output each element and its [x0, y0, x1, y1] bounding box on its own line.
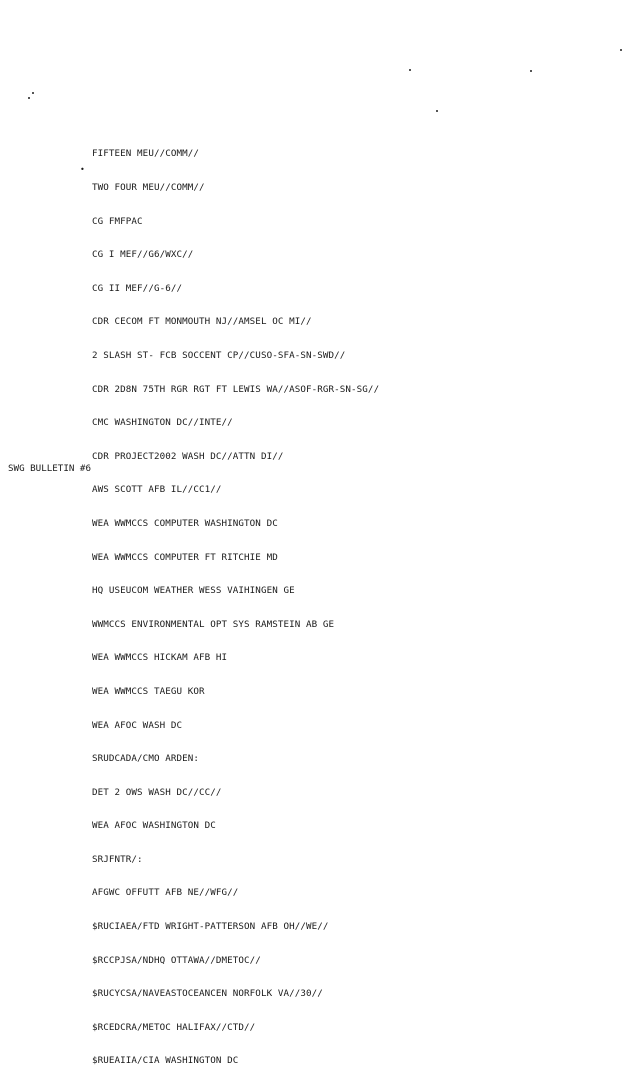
address-line: CG II MEF//G-6//	[92, 282, 183, 294]
address-line: CG I MEF//G6/WXC//	[92, 249, 194, 261]
scan-speck	[620, 49, 622, 51]
scan-speck	[436, 110, 438, 112]
address-line: AFGWC OFFUTT AFB NE//WFG//	[92, 887, 239, 899]
address-line: WEA AFOC WASH DC	[92, 719, 183, 731]
address-line: AWS SCOTT AFB IL//CC1//	[92, 484, 222, 496]
address-line: 2 SLASH ST- FCB SOCCENT CP//CUSO-SFA-SN-SWD//	[92, 349, 346, 361]
address-line: $RUCIAEA/FTD WRIGHT-PATTERSON AFB OH//WE//	[92, 921, 329, 933]
address-line: CMC WASHINGTON DC//INTE//	[92, 417, 233, 429]
address-line: CDR CECOM FT MONMOUTH NJ//AMSEL OC MI//	[92, 316, 312, 328]
scan-speck	[409, 69, 411, 71]
address-line: CG FMFPAC	[92, 215, 143, 227]
address-line: DET 2 OWS WASH DC//CC//	[92, 786, 222, 798]
address-line: HQ USEUCOM WEATHER WESS VAIHINGEN GE	[92, 585, 295, 597]
address-line: WEA WWMCCS COMPUTER WASHINGTON DC	[92, 517, 278, 529]
scan-speck	[530, 70, 532, 72]
address-line: $RCEDCRA/METOC HALIFAX//CTD//	[92, 1021, 256, 1033]
bullet-marker: •	[80, 165, 85, 174]
address-line: CDR PROJECT2002 WASH DC//ATTN DI//	[92, 450, 284, 462]
address-line: SRJFNTR/:	[92, 853, 143, 865]
address-line: $RCCPJSA/NDHQ OTTAWA//DMETOC//	[92, 954, 261, 966]
address-line: WEA AFOC WASHINGTON DC	[92, 820, 216, 832]
address-line: SRUDCADA/CMO ARDEN:	[92, 753, 199, 765]
address-line: CDR 2D8N 75TH RGR RGT FT LEWIS WA//ASOF-RGR-SN-SG//	[92, 383, 380, 395]
address-line: WEA WWMCCS TAEGU KOR	[92, 685, 205, 697]
address-line: TWO FOUR MEU//COMM//	[92, 182, 205, 193]
address-line: WEA WWMCCS COMPUTER FT RITCHIE MD	[92, 551, 278, 563]
scan-speck	[32, 92, 34, 94]
address-line: $RUCYCSA/NAVEASTOCEANCEN NORFOLK VA//30//	[92, 988, 323, 1000]
scan-speck	[28, 97, 30, 99]
bulletin-footer: SWG BULLETIN #6	[8, 463, 91, 474]
address-line: $RUEAIIA/CIA WASHINGTON DC	[92, 1055, 239, 1067]
address-list	[92, 126, 379, 1089]
address-line: WEA WWMCCS HICKAM AFB HI	[92, 652, 228, 664]
address-line: WWMCCS ENVIRONMENTAL OPT SYS RAMSTEIN AB GE	[92, 618, 335, 630]
address-line: FIFTEEN MEU//COMM//	[92, 148, 199, 160]
